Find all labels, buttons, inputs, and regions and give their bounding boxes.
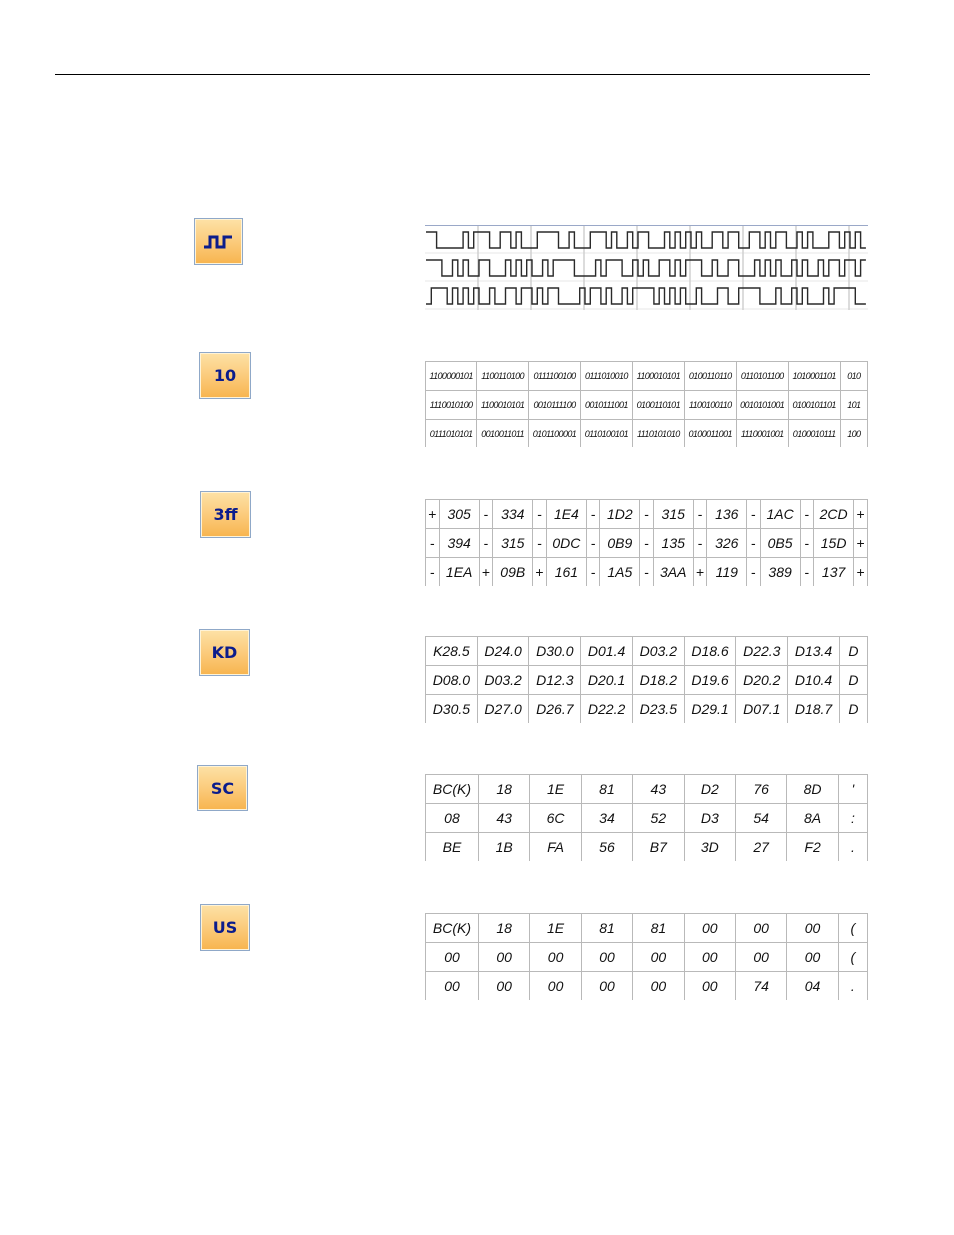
hex-sign-cell: + (854, 529, 868, 558)
hex-sign-cell: - (533, 529, 547, 558)
us-button-label: US (212, 918, 238, 937)
sc-button-label: SC (210, 778, 235, 798)
hex-sign-cell: - (426, 558, 440, 587)
us-row (426, 943, 868, 972)
hex-sign-cell: - (747, 500, 760, 529)
us-table (425, 913, 868, 1000)
hex-value-cell: 315 (493, 529, 533, 558)
binary-cell: 1100010101 (632, 362, 684, 391)
kd-cell: D03.2 (477, 666, 529, 695)
hex-value-cell: 137 (814, 558, 854, 587)
us-cell: 1E (530, 914, 581, 943)
hex-sign-cell: - (693, 529, 707, 558)
waveform-trace (426, 260, 866, 276)
kd-cell: D08.0 (426, 666, 478, 695)
sc-cell: 8D (787, 775, 838, 804)
sc-row (426, 804, 868, 833)
binary-cell: 0100011001 (684, 420, 736, 448)
binary-panel (425, 361, 868, 447)
kd-cell: D19.6 (684, 666, 736, 695)
kd-cell: D27.0 (477, 695, 529, 724)
hex-table (425, 499, 868, 586)
kd-row (426, 637, 868, 666)
binary-cell: 1110101010 (632, 420, 684, 448)
hex-sign-cell: + (854, 558, 868, 587)
binary-cell: 0100110110 (684, 362, 736, 391)
kd-row (426, 666, 868, 695)
binary-cell: 1100110100 (477, 362, 529, 391)
us-cell: 74 (735, 972, 786, 1001)
us-row (426, 914, 868, 943)
binary-row (426, 391, 868, 420)
square-wave-icon (202, 233, 236, 251)
hex-row (426, 558, 868, 587)
sc-cell: D2 (684, 775, 735, 804)
binary-cell: 1100100110 (684, 391, 736, 420)
waveform-trace (426, 232, 866, 248)
kd-cell: D13.4 (788, 637, 840, 666)
us-panel (425, 913, 868, 1000)
us-cell: . (838, 972, 867, 1001)
us-cell: 00 (478, 972, 529, 1001)
kd-view-button[interactable] (199, 629, 250, 676)
hex-sign-cell: - (479, 529, 493, 558)
binary-cell: 0111010010 (580, 362, 632, 391)
sc-cell: 6C (530, 804, 581, 833)
hex-sign-cell: + (479, 558, 493, 587)
us-cell: 00 (581, 972, 632, 1001)
sc-cell: 43 (633, 775, 684, 804)
sc-cell: 8A (787, 804, 838, 833)
hex-value-cell: 0B5 (760, 529, 800, 558)
sc-table (425, 774, 868, 861)
hex-value-cell: 3AA (653, 558, 693, 587)
kd-cell: D18.7 (788, 695, 840, 724)
us-cell: 00 (787, 943, 838, 972)
sc-cell: D3 (684, 804, 735, 833)
binary-cell: 010 (840, 362, 867, 391)
binary-cell: 0110100101 (580, 420, 632, 448)
sc-cell: ' (838, 775, 867, 804)
binary-cell: 0100101101 (788, 391, 840, 420)
kd-row (426, 695, 868, 724)
sc-cell: 52 (633, 804, 684, 833)
binary-cell: 0010101001 (736, 391, 788, 420)
sc-cell: 1E (530, 775, 581, 804)
us-cell: 00 (426, 972, 479, 1001)
us-cell: 00 (530, 972, 581, 1001)
sc-cell: 08 (426, 804, 479, 833)
binary-cell: 0010111001 (580, 391, 632, 420)
sc-cell: 43 (478, 804, 529, 833)
binary-row (426, 362, 868, 391)
waveform-traces (425, 226, 868, 310)
hex-value-cell: 389 (760, 558, 800, 587)
hex-value-cell: 161 (546, 558, 586, 587)
binary-row (426, 420, 868, 448)
kd-cell: D (839, 695, 867, 724)
hex-sign-cell: - (586, 558, 599, 587)
sc-cell: F2 (787, 833, 838, 862)
kd-cell: D22.2 (581, 695, 633, 724)
sc-cell: . (838, 833, 867, 862)
sc-cell: 54 (736, 804, 787, 833)
us-cell: ( (838, 943, 867, 972)
hex-value-cell: 1A5 (600, 558, 640, 587)
kd-button-label: KD (211, 643, 238, 662)
us-cell: 00 (478, 943, 529, 972)
binary-button-label: 10 (213, 366, 237, 385)
us-cell: ( (838, 914, 867, 943)
sc-cell: 27 (736, 833, 787, 862)
hex-value-cell: 1AC (760, 500, 800, 529)
sc-cell: 56 (581, 833, 632, 862)
kd-cell: D20.2 (736, 666, 788, 695)
binary-cell: 100 (840, 420, 867, 448)
binary-table (425, 361, 868, 447)
us-cell: 00 (684, 914, 735, 943)
hex-value-cell: 326 (707, 529, 747, 558)
us-cell: 04 (787, 972, 838, 1001)
hex-panel (425, 499, 868, 586)
kd-cell: D03.2 (632, 637, 684, 666)
kd-panel (425, 636, 868, 723)
hex-value-cell: 15D (814, 529, 854, 558)
us-cell: 81 (581, 914, 632, 943)
us-cell: 00 (735, 914, 786, 943)
waveform-view-button[interactable] (194, 218, 243, 265)
hex-sign-cell: + (854, 500, 868, 529)
sc-cell: BC(K) (426, 775, 479, 804)
hex-value-cell: 1D2 (600, 500, 640, 529)
hex-value-cell: 119 (707, 558, 747, 587)
binary-cell: 0110101100 (736, 362, 788, 391)
us-cell: 00 (633, 943, 684, 972)
hex-row (426, 529, 868, 558)
binary-cell: 1110001001 (736, 420, 788, 448)
kd-cell: D30.0 (529, 637, 581, 666)
kd-cell: D (839, 666, 867, 695)
kd-cell: D18.6 (684, 637, 736, 666)
sc-row (426, 833, 868, 862)
us-view-button[interactable] (200, 904, 250, 951)
hex-sign-cell: - (426, 529, 440, 558)
hex-value-cell: 394 (439, 529, 479, 558)
us-row (426, 972, 868, 1001)
waveform-panel (425, 225, 868, 310)
sc-cell: FA (530, 833, 581, 862)
kd-cell: D22.3 (736, 637, 788, 666)
kd-cell: D26.7 (529, 695, 581, 724)
binary-cell: 1100010101 (477, 391, 529, 420)
sc-row (426, 775, 868, 804)
hex-sign-cell: - (640, 500, 653, 529)
binary-cell: 0101100001 (529, 420, 581, 448)
hex-value-cell: 1EA (439, 558, 479, 587)
kd-cell: D18.2 (632, 666, 684, 695)
sc-cell: 3D (684, 833, 735, 862)
binary-cell: 1100000101 (426, 362, 477, 391)
kd-cell: K28.5 (426, 637, 478, 666)
kd-cell: D07.1 (736, 695, 788, 724)
hex-row (426, 500, 868, 529)
sc-panel (425, 774, 868, 861)
hex-sign-cell: - (533, 500, 547, 529)
us-cell: 00 (633, 972, 684, 1001)
sc-cell: 18 (478, 775, 529, 804)
us-cell: BC(K) (426, 914, 479, 943)
hex-sign-cell: + (693, 558, 707, 587)
hex-button-label: 3ff (213, 505, 238, 524)
hex-value-cell: 135 (653, 529, 693, 558)
hex-sign-cell: - (747, 529, 760, 558)
hex-sign-cell: - (640, 529, 653, 558)
us-cell: 81 (633, 914, 684, 943)
hex-value-cell: 136 (707, 500, 747, 529)
hex-sign-cell: + (533, 558, 547, 587)
binary-cell: 0111100100 (529, 362, 581, 391)
hex-sign-cell: - (586, 529, 599, 558)
sc-cell: 81 (581, 775, 632, 804)
hex-sign-cell: - (800, 529, 813, 558)
us-cell: 00 (426, 943, 479, 972)
sc-cell: 1B (478, 833, 529, 862)
hex-sign-cell: - (586, 500, 599, 529)
sc-cell: B7 (633, 833, 684, 862)
us-cell: 00 (581, 943, 632, 972)
kd-cell: D30.5 (426, 695, 478, 724)
binary-cell: 0010011011 (477, 420, 529, 448)
us-cell: 00 (530, 943, 581, 972)
hex-value-cell: 2CD (814, 500, 854, 529)
hex-sign-cell: - (693, 500, 707, 529)
hex-view-button[interactable] (200, 491, 251, 538)
binary-cell: 1010001101 (788, 362, 840, 391)
us-cell: 00 (684, 943, 735, 972)
hex-sign-cell: - (640, 558, 653, 587)
hex-sign-cell: - (800, 500, 813, 529)
kd-table (425, 636, 868, 723)
hex-sign-cell: - (800, 558, 813, 587)
sc-view-button[interactable] (197, 765, 248, 811)
kd-cell: D20.1 (581, 666, 633, 695)
binary-cell: 1110010100 (426, 391, 477, 420)
us-cell: 18 (478, 914, 529, 943)
hex-value-cell: 334 (493, 500, 533, 529)
hex-sign-cell: - (479, 500, 493, 529)
binary-view-button[interactable] (199, 352, 251, 399)
hex-value-cell: 0DC (546, 529, 586, 558)
kd-cell: D24.0 (477, 637, 529, 666)
hex-sign-cell: - (747, 558, 760, 587)
sc-cell: : (838, 804, 867, 833)
binary-cell: 0111010101 (426, 420, 477, 448)
hex-value-cell: 09B (493, 558, 533, 587)
kd-cell: D01.4 (581, 637, 633, 666)
binary-cell: 0100110101 (632, 391, 684, 420)
hex-value-cell: 0B9 (600, 529, 640, 558)
hex-value-cell: 1E4 (546, 500, 586, 529)
kd-cell: D23.5 (632, 695, 684, 724)
us-cell: 00 (684, 972, 735, 1001)
binary-cell: 101 (840, 391, 867, 420)
us-cell: 00 (735, 943, 786, 972)
binary-cell: 0100010111 (788, 420, 840, 448)
hex-value-cell: 305 (439, 500, 479, 529)
waveform-trace (426, 288, 866, 304)
sc-cell: 76 (736, 775, 787, 804)
sc-cell: BE (426, 833, 479, 862)
kd-cell: D10.4 (788, 666, 840, 695)
us-cell: 00 (787, 914, 838, 943)
header-rule (55, 74, 870, 75)
kd-cell: D (839, 637, 867, 666)
kd-cell: D29.1 (684, 695, 736, 724)
hex-value-cell: 315 (653, 500, 693, 529)
binary-cell: 0010111100 (529, 391, 581, 420)
sc-cell: 34 (581, 804, 632, 833)
hex-sign-cell: + (426, 500, 440, 529)
kd-cell: D12.3 (529, 666, 581, 695)
